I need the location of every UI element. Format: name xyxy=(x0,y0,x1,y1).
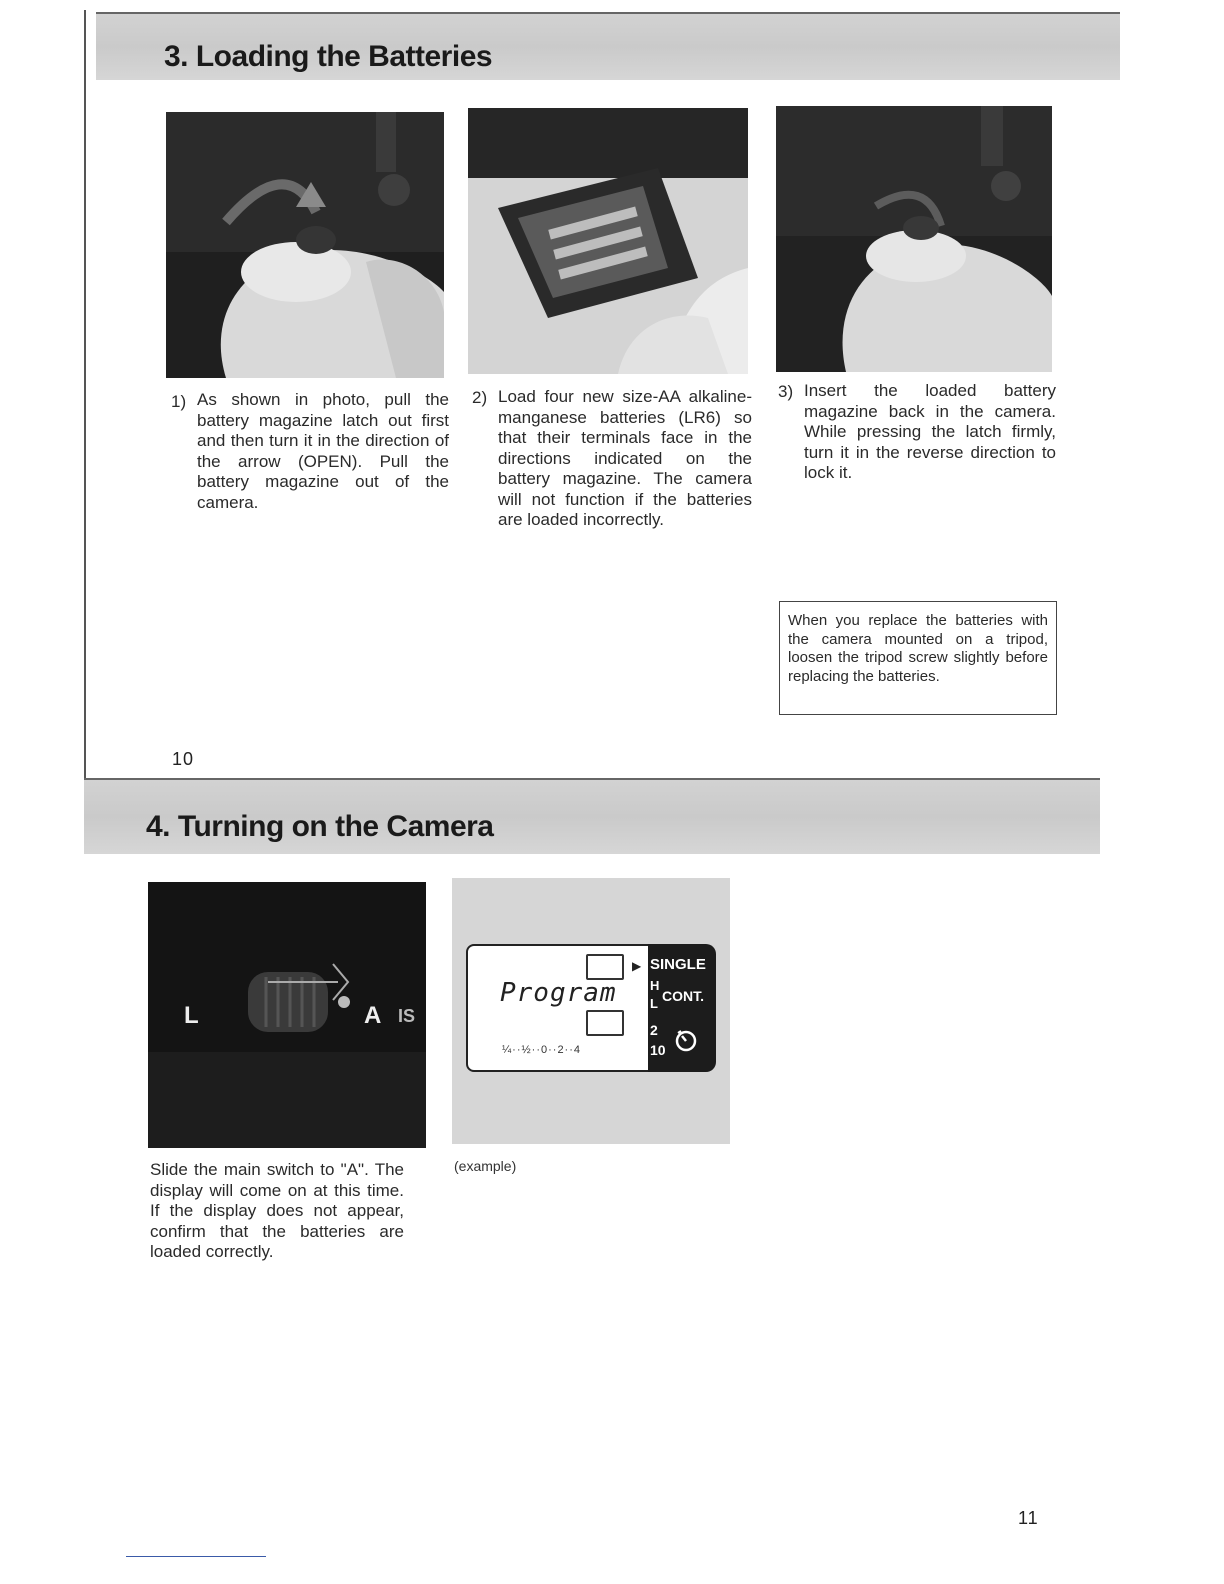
drive-l: L xyxy=(650,996,658,1011)
timer-2: 2 xyxy=(650,1022,658,1038)
page-number-10: 10 xyxy=(172,749,195,769)
photo-pull-latch xyxy=(166,112,444,378)
section-4-header xyxy=(84,778,1100,854)
drive-single: SINGLE xyxy=(650,956,706,973)
tripod-note: When you replace the batteries with the camera mounted on a tripod, loosen the tripod screw slightly before replacing the batteries. xyxy=(779,601,1057,715)
exposure-scale: ¼··½··0··2··4 xyxy=(502,1044,582,1056)
step-1-number: 1) xyxy=(171,392,187,411)
page-edge-rule xyxy=(84,10,86,790)
drive-cont: CONT. xyxy=(662,988,704,1004)
step-2-text: Load four new size-AA alkaline-manganese batteries (LR6) so that their terminals face in the directions indicated on the battery magazine. The camera will not function if the batteries are loaded incorrectly. xyxy=(498,387,752,529)
bottom-rule xyxy=(126,1556,266,1557)
switch-label-a: A xyxy=(364,1002,382,1029)
page-number-11: 11 xyxy=(1018,1508,1039,1528)
frame-counter-box xyxy=(586,954,624,980)
example-caption: (example) xyxy=(454,1158,517,1174)
section-4-title: 4. Turning on the Camera xyxy=(146,810,494,843)
photo-main-switch xyxy=(148,882,426,1148)
switch-label-l: L xyxy=(184,1002,199,1029)
exposure-box xyxy=(586,1010,624,1036)
lcd-display-example xyxy=(452,878,730,1144)
step-3-text: Insert the loaded battery magazine back in the camera. While pressing the latch firmly, turn it in the reverse direction to lock it. xyxy=(804,381,1056,482)
photo-insert-magazine xyxy=(776,106,1052,372)
section-3-title: 3. Loading the Batteries xyxy=(164,40,493,73)
photo-load-batteries xyxy=(468,108,748,374)
pointer-arrow-icon: ▶ xyxy=(632,959,642,973)
drive-h: H xyxy=(650,978,660,993)
step-3-number: 3) xyxy=(778,382,794,401)
step-2-number: 2) xyxy=(472,388,488,407)
lcd-mode-text: Program xyxy=(500,978,617,1008)
section-3-header xyxy=(96,12,1120,80)
self-timer-icon xyxy=(674,1028,698,1052)
section-4-body: Slide the main switch to "A". The display will come on at this time. If the display does not appear, confirm that the batteries are loaded correctly. xyxy=(150,1160,404,1261)
step-1-text: As shown in photo, pull the battery magazine latch out first and then turn it in the direction of the arrow (OPEN). Pull the battery magazine out of the camera. xyxy=(197,390,449,512)
switch-label-iso: IS xyxy=(398,1006,416,1026)
drive-mode-panel xyxy=(648,944,716,1072)
timer-10: 10 xyxy=(650,1042,666,1058)
lcd-panel xyxy=(466,944,656,1072)
